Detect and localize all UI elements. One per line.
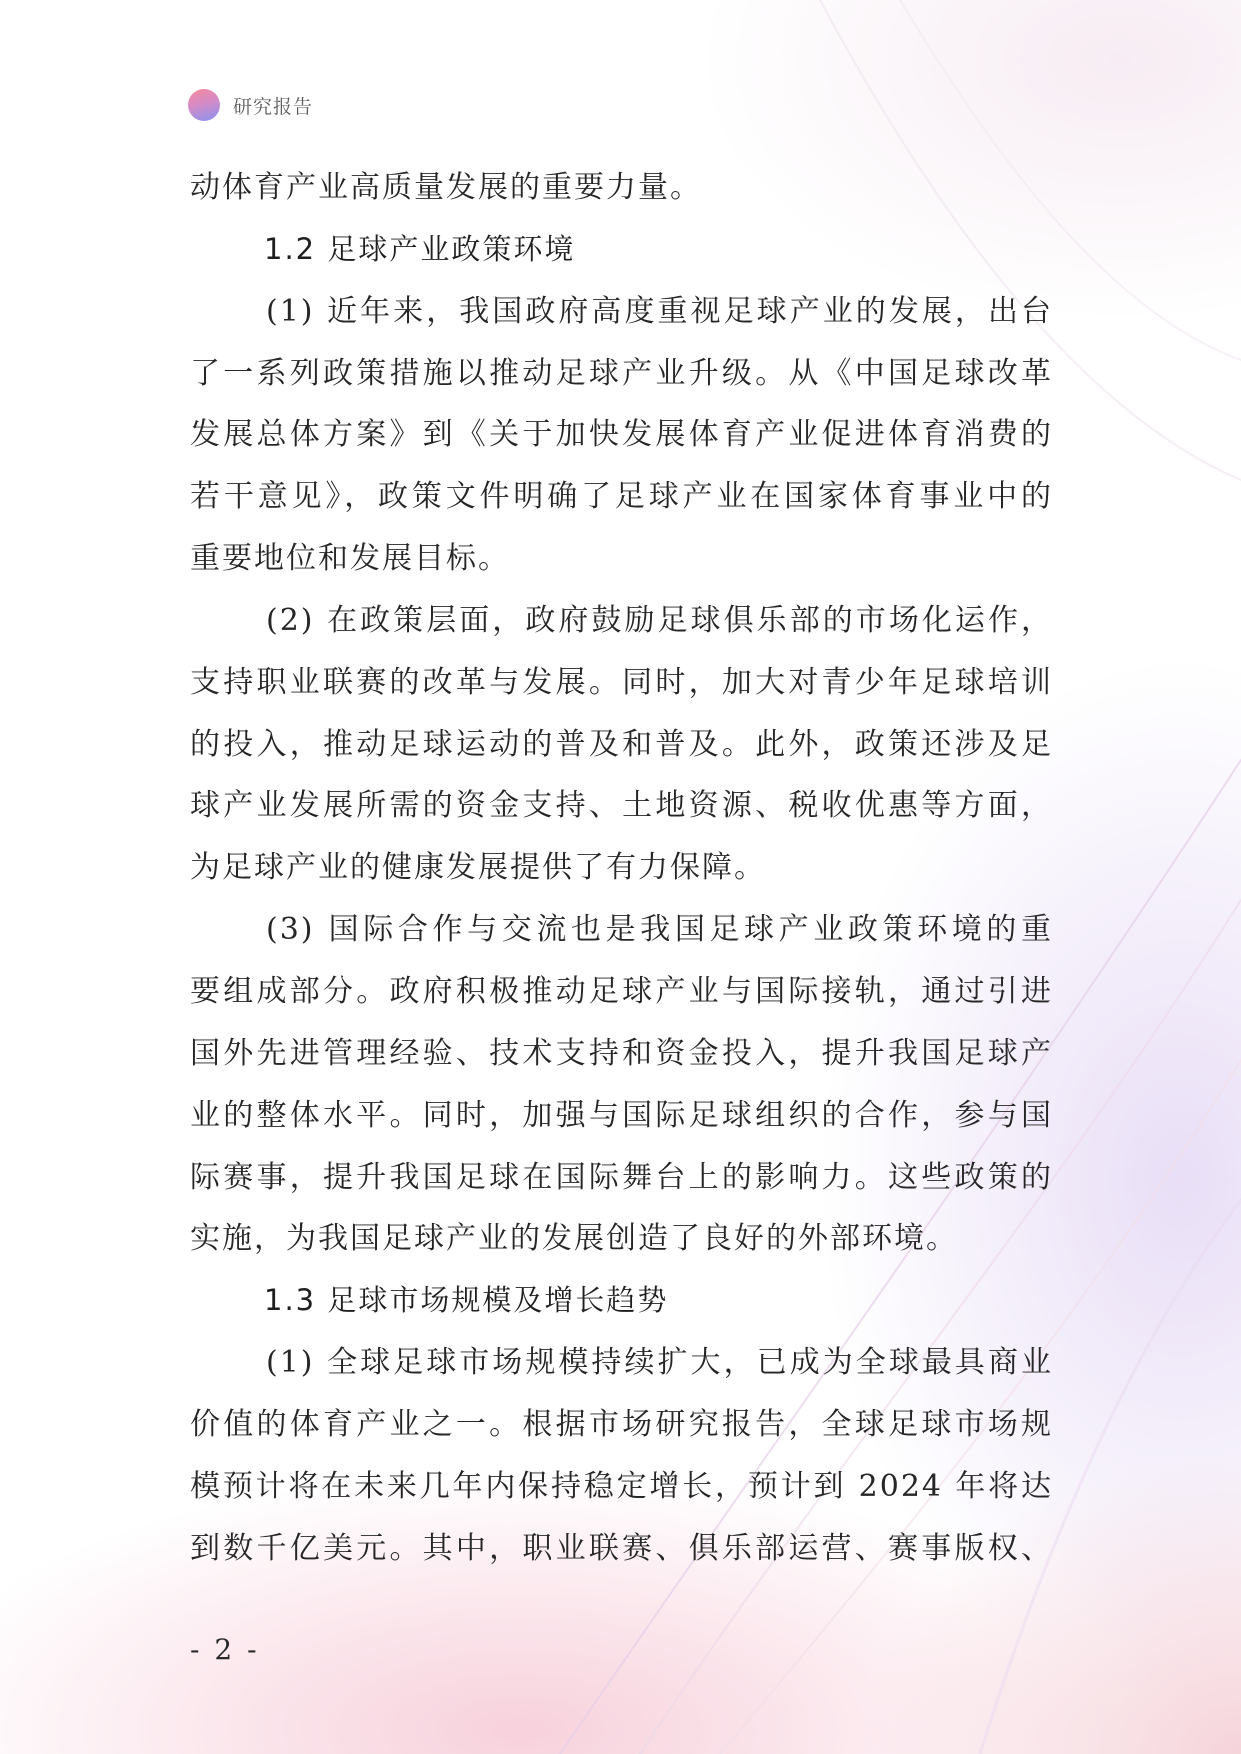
paragraph-line: 的投入，推动足球运动的普及和普及。此外，政策还涉及足 (190, 726, 1053, 762)
paragraph-line: 实施，为我国足球产业的发展创造了良好的外部环境。 (190, 1221, 958, 1257)
paragraph-line: 支持职业联赛的改革与发展。同时，加大对青少年足球培训 (190, 664, 1053, 700)
paragraph-line: (1) 近年来，我国政府高度重视足球产业的发展，出台 (266, 293, 1053, 329)
section-1-2 (190, 219, 1053, 1270)
paragraph-line: (3) 国际合作与交流也是我国足球产业政策环境的重 (266, 912, 1053, 948)
paragraph-line: (1) 全球足球市场规模持续扩大，已成为全球最具商业 (266, 1345, 1053, 1381)
paragraph-line: 际赛事，提升我国足球在国际舞台上的影响力。这些政策的 (190, 1159, 1053, 1195)
paragraph-line: (2) 在政策层面，政府鼓励足球俱乐部的市场化运作， (266, 602, 1053, 638)
paragraph-line: 要组成部分。政府积极推动足球产业与国际接轨，通过引进 (190, 973, 1053, 1009)
paragraph (190, 1332, 1053, 1579)
paragraph-line: 发展总体方案》到《关于加快发展体育产业促进体育消费的 (190, 417, 1053, 453)
paragraph-line: 动体育产业高质量发展的重要力量。 (190, 170, 702, 205)
section-heading: 1.3 足球市场规模及增长趋势 (264, 1283, 669, 1318)
paragraph-line: 价值的体育产业之一。根据市场研究报告，全球足球市场规 (190, 1406, 1053, 1442)
paragraph-line: 到数千亿美元。其中，职业联赛、俱乐部运营、赛事版权、 (190, 1530, 1053, 1566)
paragraph-line: 若干意见》，政策文件明确了足球产业在国家体育事业中的 (190, 479, 1053, 515)
paragraph-line: 国外先进管理经验、技术支持和资金投入，提升我国足球产 (190, 1035, 1053, 1071)
section-1-3 (190, 1270, 1053, 1579)
continued-paragraph (190, 157, 1053, 219)
paragraph-line: 球产业发展所需的资金支持、土地资源、税收优惠等方面， (190, 788, 1053, 824)
report-header (188, 89, 313, 121)
paragraph (190, 899, 1053, 1270)
page-number: - 2 - (190, 1633, 260, 1666)
paragraph-line: 重要地位和发展目标。 (190, 541, 510, 577)
paragraph (190, 590, 1053, 899)
paragraph-line: 为足球产业的健康发展提供了有力保障。 (190, 850, 766, 886)
document-body (190, 157, 1053, 1579)
report-logo-icon (188, 89, 220, 121)
paragraph-line: 模预计将在未来几年内保持稳定增长，预计到 2024 年将达 (190, 1468, 1053, 1504)
paragraph-line: 了一系列政策措施以推动足球产业升级。从《中国足球改革 (190, 355, 1053, 391)
paragraph-line: 业的整体水平。同时，加强与国际足球组织的合作，参与国 (190, 1097, 1053, 1133)
paragraph (190, 281, 1053, 590)
section-heading: 1.2 足球产业政策环境 (264, 231, 576, 266)
report-label: 研究报告 (233, 95, 314, 118)
